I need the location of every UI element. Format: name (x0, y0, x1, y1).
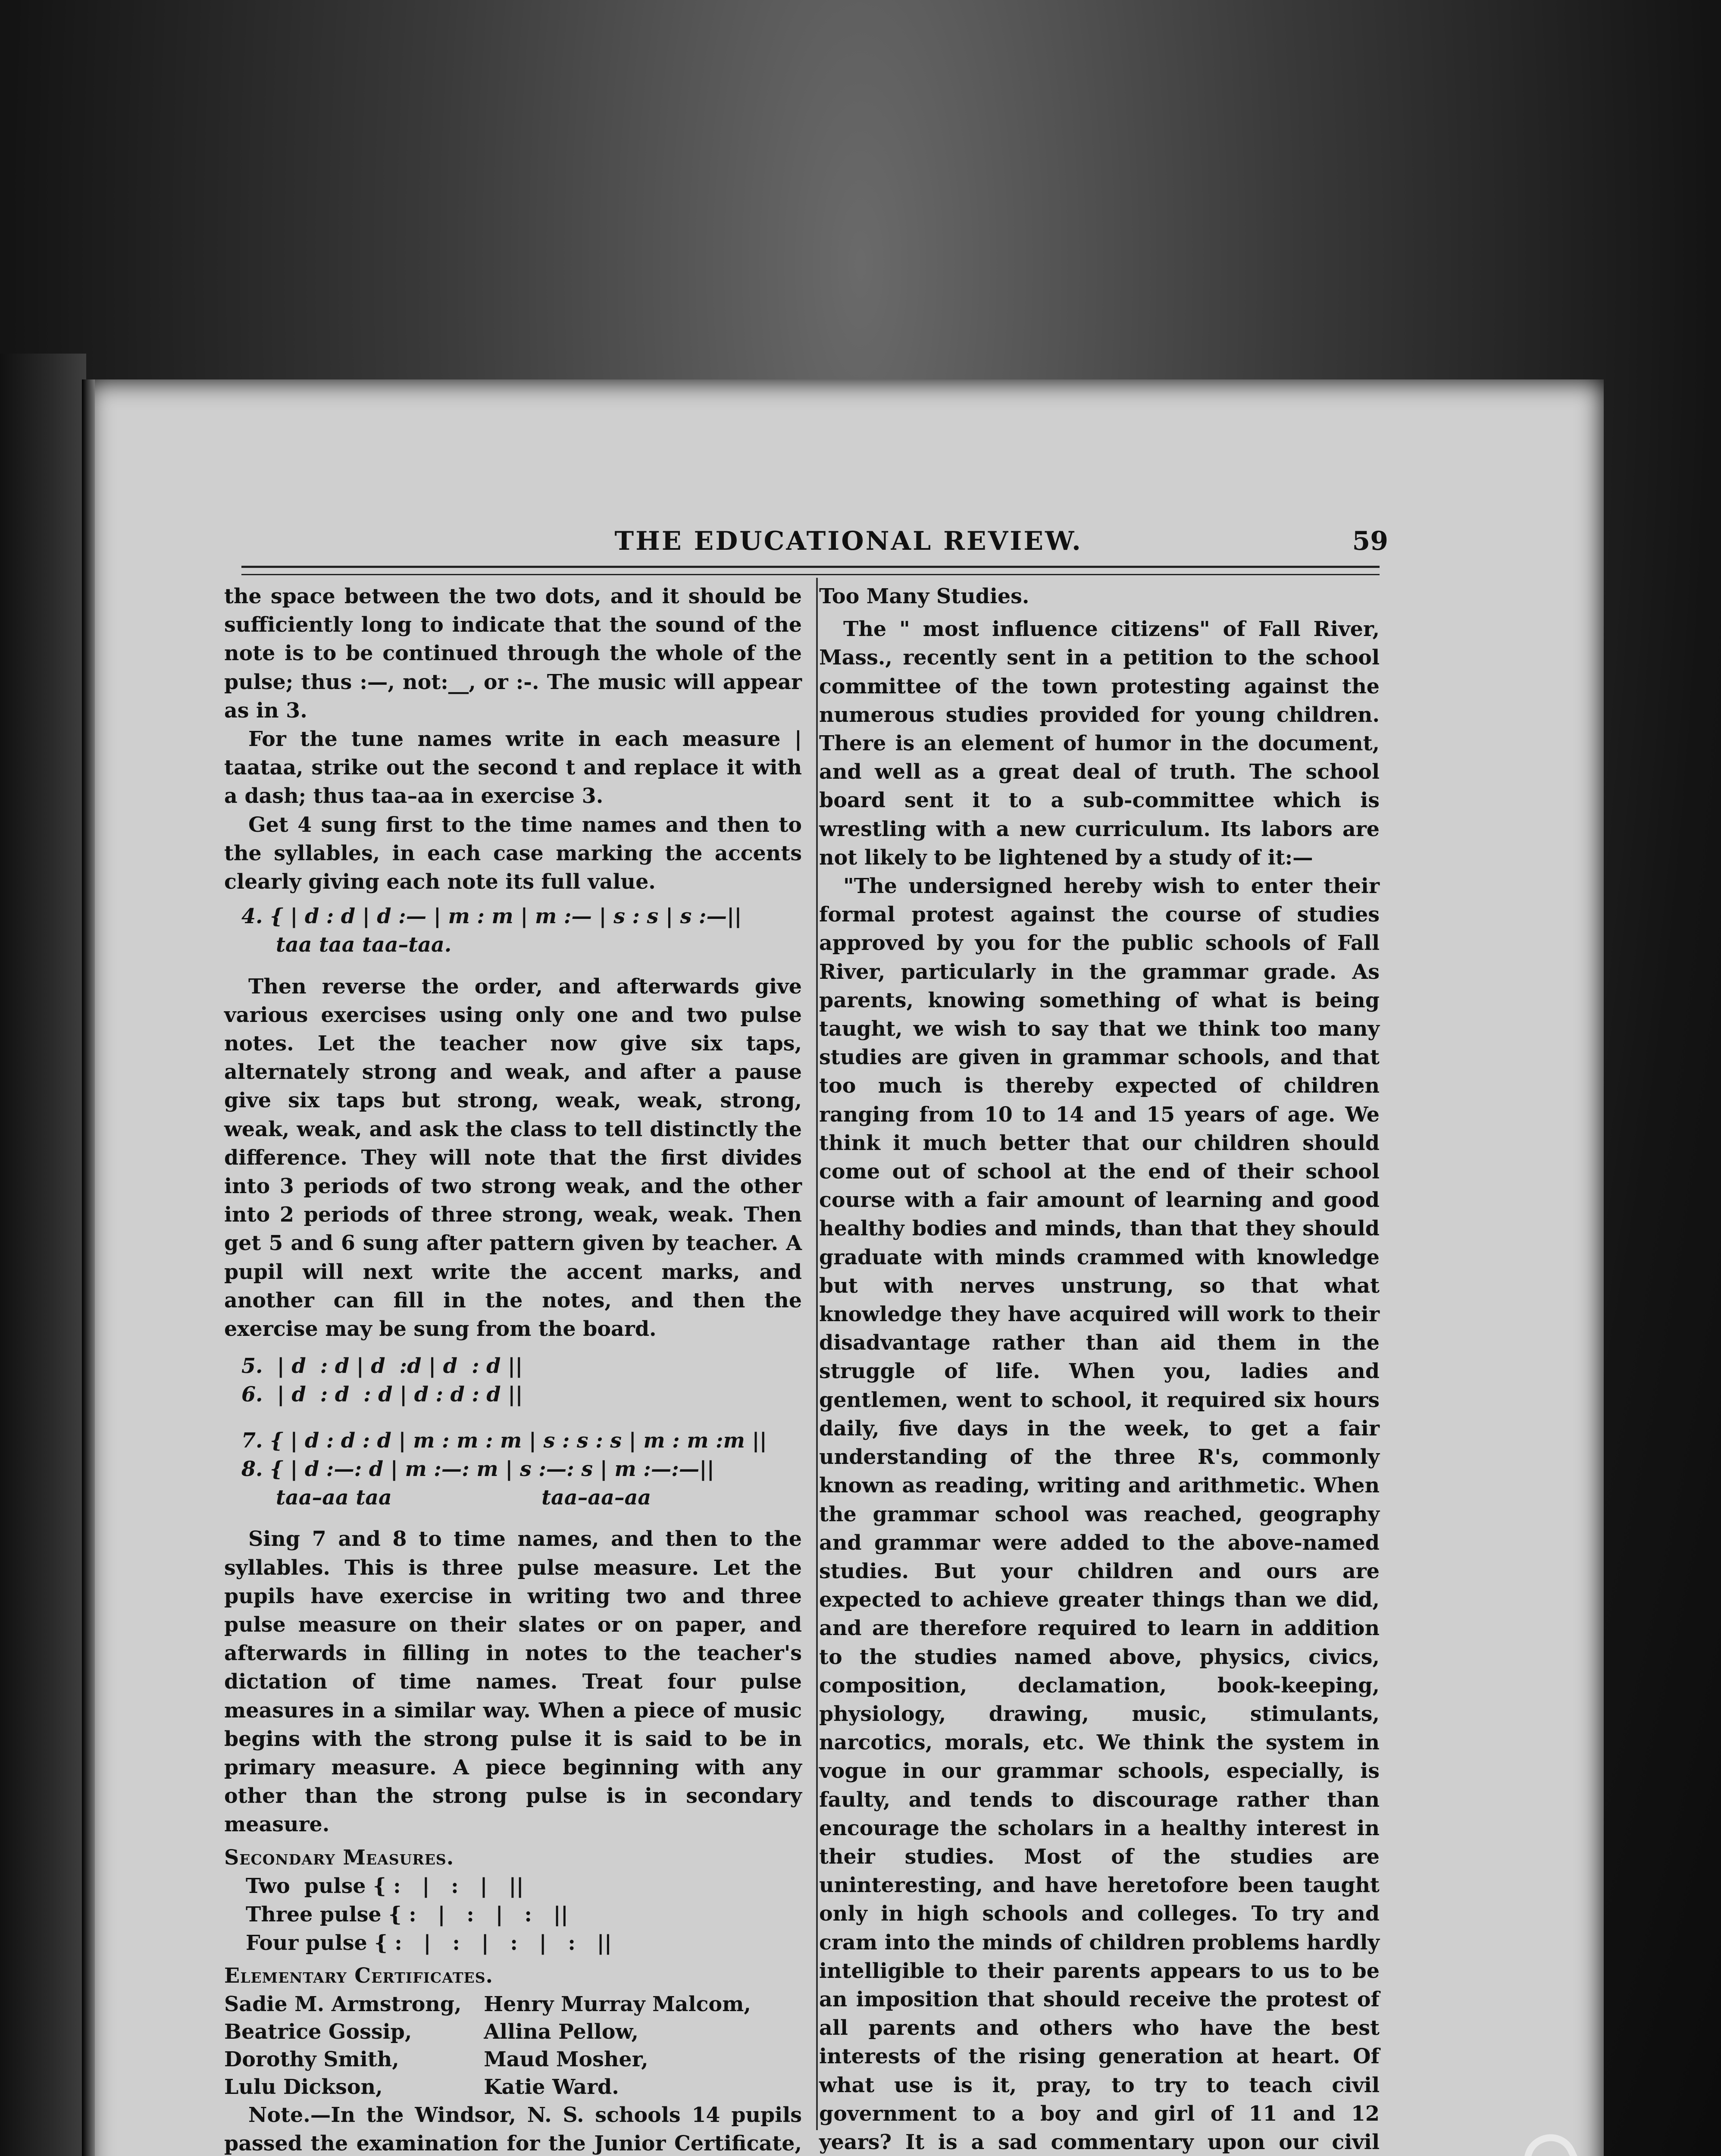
page-number: 59 (1352, 526, 1388, 556)
section-heading: Secondary Measures. (224, 1845, 454, 1870)
pupil-name: Maud Mosher, (484, 2047, 648, 2071)
measure-row: Three pulse { : | : | : || (246, 1902, 569, 1927)
left-column (224, 582, 802, 2156)
paragraph: Sing 7 and 8 to time names, and then to the syllables. This is three pulse measure. Let the pupils have exercise in writing two and three pulse measure on their slates or on paper, and afterwards in filling in notes to the teacher's dictation of time names. Treat four pulse measures in a similar way. When a piece of music begins with the strong pulse it is said to be in primary measure. A piece beginning with any other than the strong pulse is in secondary measure. (224, 1527, 802, 1837)
pupil-name: Lulu Dickson, (224, 2075, 383, 2099)
measure-row: Four pulse { : | : | : | : || (246, 1931, 612, 1955)
article-heading: Too Many Studies. (819, 584, 1029, 608)
header-rule (241, 566, 1380, 575)
running-header (172, 505, 1388, 556)
column-divider (816, 578, 818, 2130)
music-exercise-5: 5. | d : d | d :d | d : d || (241, 1354, 523, 1379)
table-row (224, 2046, 776, 2073)
pupil-name: Sadie M. Armstrong, (224, 1992, 462, 2016)
time-names: taa–aa taa taa–aa–aa (276, 1485, 651, 1510)
paragraph: Get 4 sung first to the time names and then to the syllables, in each case marking the accents clearly giving each note its full value. (224, 812, 802, 894)
pupil-name: Beatrice Gossip, (224, 2019, 412, 2044)
paragraph: "The undersigned hereby wish to enter their formal protest against the course of studies approved by you for the public schools of Fall River, particularly in the grammar grade. As parents, knowing something of what is being taught, we wish to say that we think too many studies are given in grammar schools, and that too much is thereby expected of children ranging from 10 to 14 and 15 years of age. We think it much better that our children should come out of school at the end of their school course with a fair amount of learning and good healthy bodies and minds, than that they should graduate with minds crammed with knowledge but with nerves unstrung, so that what knowledge they have acquired will work to their disadvantage rather than aid them in the struggle of life. When you, ladies and gentlemen, went to school, it required six hours daily, five days in the week, to get a fair understanding of the three R's, commonly known as reading, writing and arithmetic. When the grammar school was reached, geography and grammar were added to the above-named studies. But your children and ours are expected to achieve greater things than we did, and are therefore required to learn in addition to the studies named above, physics, civics, composition, declamation, book-keeping, physiology, drawing, music, stimulants, narcotics, morals, etc. We think the system in vogue in our grammar schools, especially, is faulty, and tends to discourage rather than encourage the scholars in a healthy interest in their studies. Most of the studies are uninteresting, and have heretofore been taught only in high schools and colleges. To try and cram into the minds of children problems hardly intelligible to their parents appears to us to be an imposition that should receive the protest of all parents and others who have the best interests of the rising generation at heart. Of what use is it, pray, to try to teach civil government to a boy and girl of 11 and 12 years? It is a sad commentary upon our civil (819, 874, 1380, 2154)
table-row (224, 1990, 776, 2018)
note: Note.—In the Windsor, N. S. schools 14 pupils passed the examination for the Junior Certificate, (224, 2103, 802, 2156)
table-row (224, 2018, 776, 2046)
journal-title: THE EDUCATIONAL REVIEW. (614, 526, 1083, 556)
page-fold-shadow (82, 379, 95, 2156)
music-exercise-8: 8. { | d :—: d | m :—: m | s :—: s | m :—:—|| (241, 1457, 714, 1481)
music-exercise-4: 4. { | d : d | d :— | m : m | m :— | s : s | s :—|| (241, 904, 742, 929)
pupil-name: Katie Ward. (484, 2075, 619, 2099)
time-names: taa taa taa–taa. (276, 933, 452, 957)
book-spine (0, 354, 86, 2156)
certificates-table (224, 1990, 776, 2101)
pupil-name: Dorothy Smith, (224, 2047, 399, 2071)
music-exercise-7: 7. { | d : d : d | m : m : m | s : s : s | m : m :m || (241, 1428, 767, 1453)
paragraph: The " most influence citizens" of Fall River, Mass., recently sent in a petition to the school committee of the town protesting against the numerous studies provided for young children. There is an element of humor in the document, and well as a great deal of truth. The school board sent it to a sub-committee which is wrestling with a new curriculum. Its labors are not likely to be lightened by a study of it:— (819, 617, 1380, 870)
measure-row: Two pulse { : | : | || (246, 1874, 524, 1898)
section-heading: Elementary Certificates. (224, 1964, 494, 1988)
paragraph: For the tune names write in each measure | taataa, strike out the second t and replace it with a dash; thus taa–aa in exercise 3. (224, 727, 802, 808)
paragraph: the space between the two dots, and it should be sufficiently long to indicate that the sound of the note is to be continued through the whole of the pulse; thus :—, not:__, or :-. The music will appear as in 3. (224, 584, 802, 723)
music-exercise-6: 6. | d : d : d | d : d : d || (241, 1382, 523, 1407)
pupil-name: Henry Murray Malcom, (484, 1992, 751, 2016)
right-column (819, 582, 1380, 2156)
table-row (224, 2073, 776, 2101)
paragraph: Then reverse the order, and afterwards give various exercises using only one and two pulse notes. Let the teacher now give six taps, alternately strong and weak, and after a pause give six taps but strong, weak, weak, strong, weak, weak, and ask the class to tell distinctly the difference. They will note that the first divides into 3 periods of two strong weak, and the other into 2 periods of three strong, weak, weak. Then get 5 and 6 sung after pattern given by teacher. A pupil will next write the accent marks, and another can fill in the notes, and then the exercise may be sung from the board. (224, 974, 802, 1341)
pupil-name: Allina Pellow, (484, 2019, 639, 2044)
